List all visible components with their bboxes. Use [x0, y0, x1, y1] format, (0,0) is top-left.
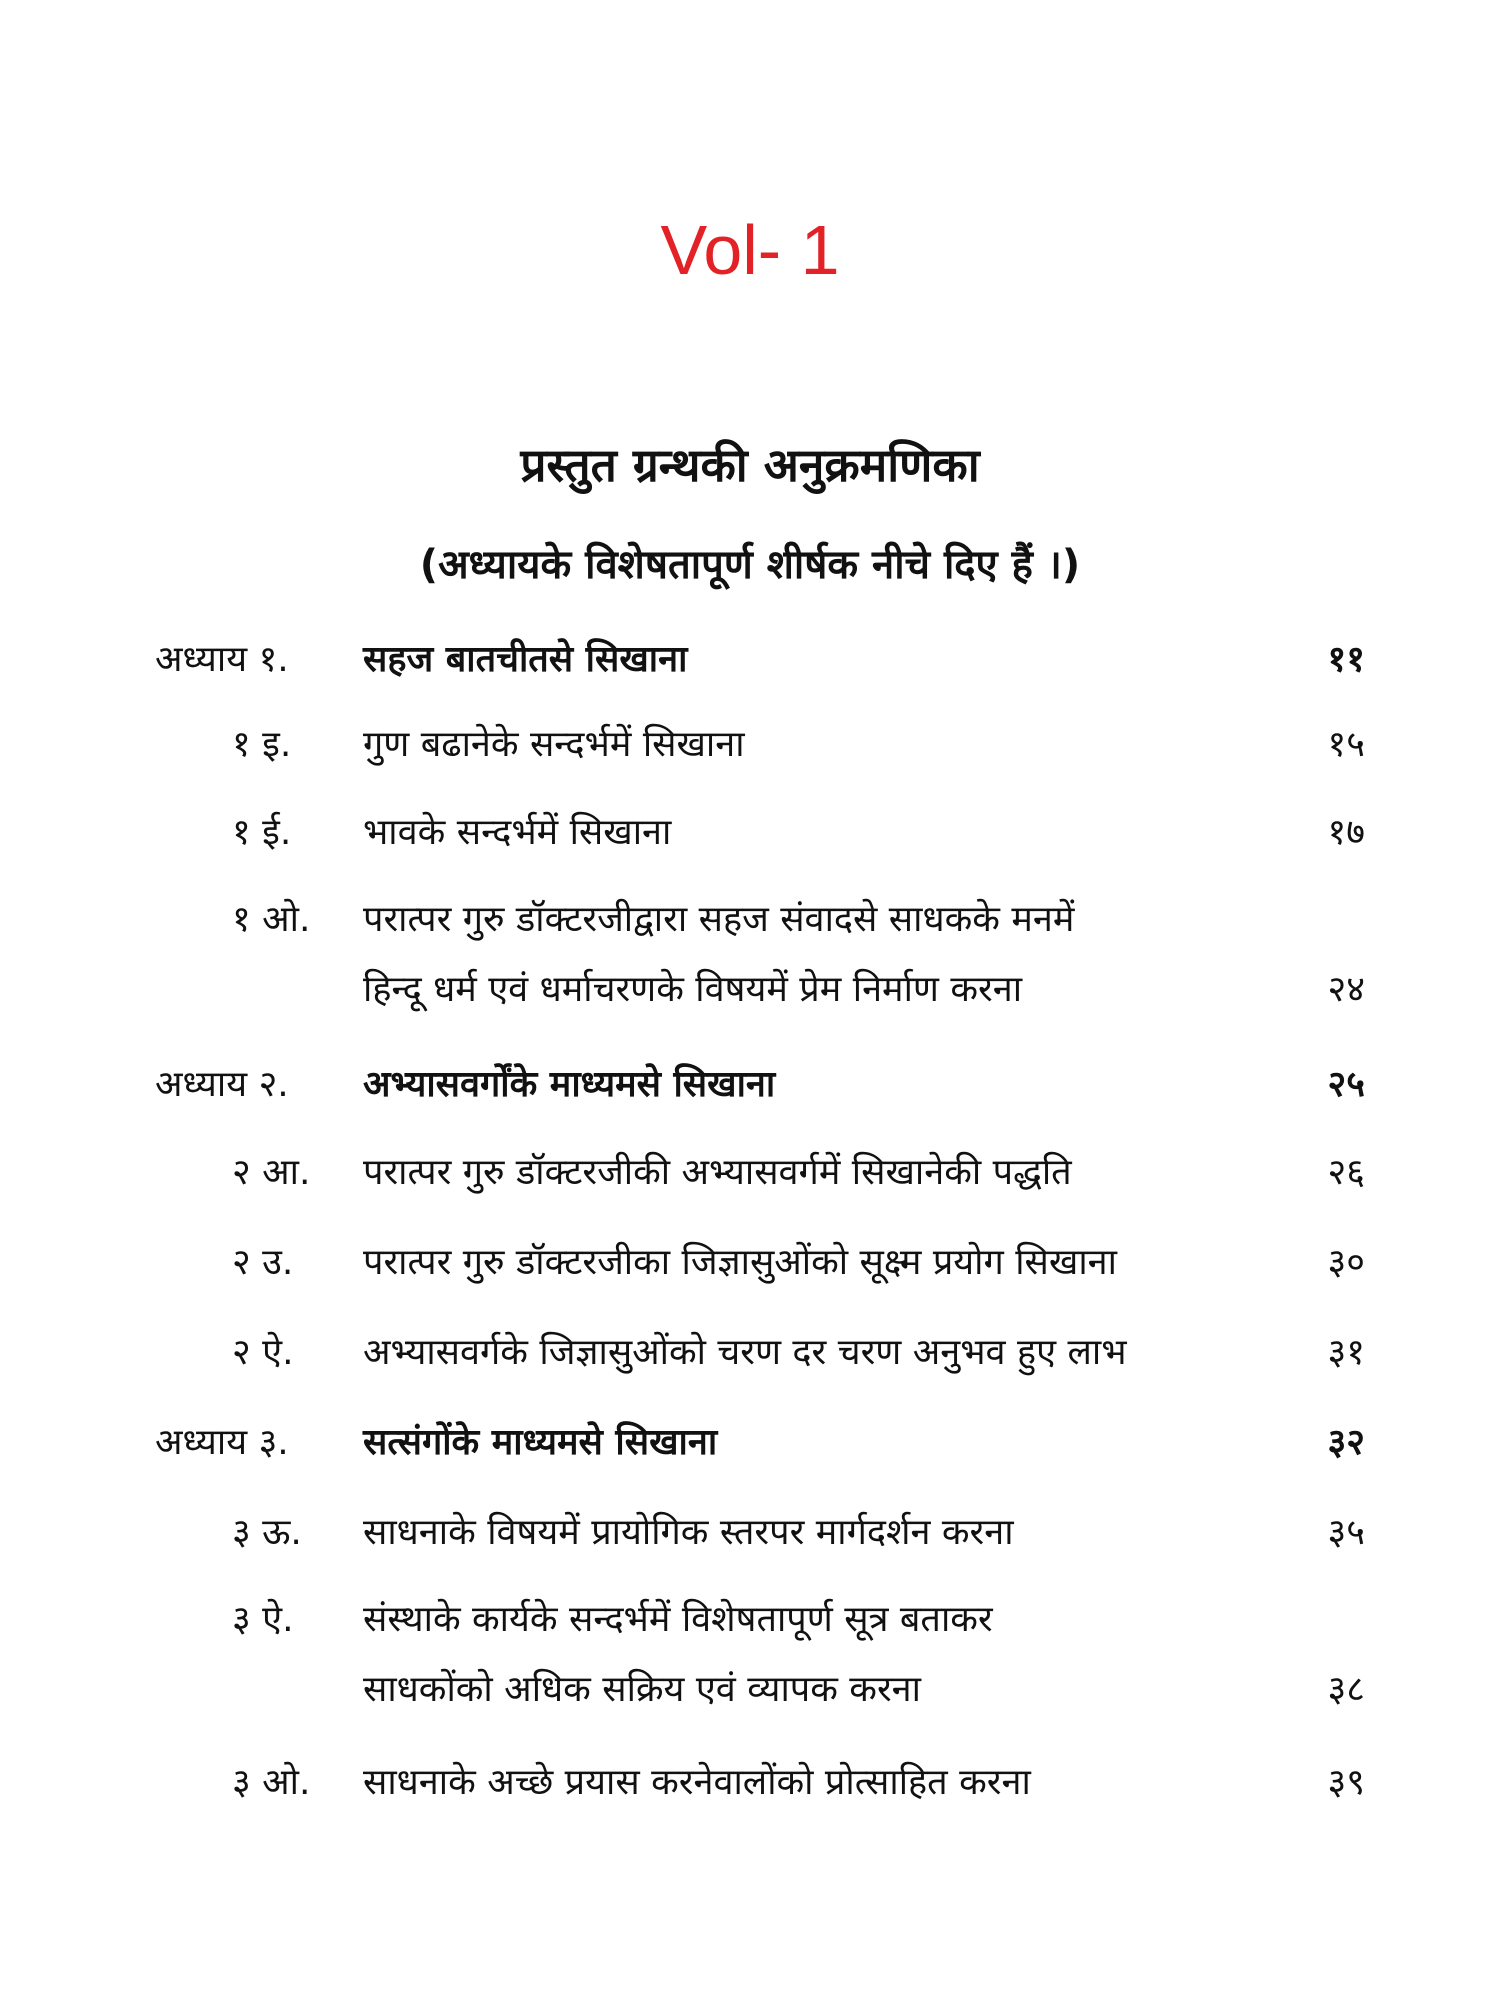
toc-entry-title-line: साधकोंको अधिक सक्रिय एवं व्यापक करना — [363, 1669, 921, 1710]
toc-entry-title-line: परात्पर गुरु डॉक्टरजीद्वारा सहज संवादसे साधकके मनमें — [363, 899, 1075, 940]
toc-entry-title-line: संस्थाके कार्यके सन्दर्भमें विशेषतापूर्ण सूत्र बताकर — [363, 1599, 993, 1640]
toc-entry-title — [363, 625, 687, 695]
toc-entry-page: ११ — [1327, 639, 1365, 680]
toc-entry-title-line: साधनाके अच्छे प्रयास करनेवालोंको प्रोत्साहित करना — [363, 1762, 1031, 1803]
toc-entry-page: १७ — [1327, 812, 1365, 853]
toc-entry-page: २६ — [1327, 1152, 1365, 1193]
toc-entry-title — [363, 885, 1074, 1025]
toc-entry-title — [363, 1408, 717, 1478]
toc-entry-page: १५ — [1327, 724, 1365, 765]
toc-entry-title-line: सहज बातचीतसे सिखाना — [363, 639, 688, 680]
toc-subtitle: (अध्यायके विशेषतापूर्ण शीर्षक नीचे दिए हैं ।) — [419, 542, 1081, 588]
toc-entry-title — [363, 710, 745, 780]
toc-entry-title — [363, 1228, 1117, 1298]
toc-entry-label: १ ई. — [232, 812, 292, 853]
toc-entry-title — [363, 1585, 993, 1725]
toc-title: प्रस्तुत ग्रन्थकी अनुक्रमणिका — [520, 438, 980, 492]
toc-entry-title-line: साधनाके विषयमें प्रायोगिक स्तरपर मार्गदर्शन करना — [363, 1512, 1014, 1553]
toc-entry-title-line: गुण बढानेके सन्दर्भमें सिखाना — [363, 724, 745, 765]
toc-entry-title — [363, 1318, 1127, 1388]
toc-entry-page: ३९ — [1327, 1762, 1365, 1803]
toc-entry-title — [363, 1498, 1014, 1568]
toc-entry-label: ३ ऊ. — [232, 1512, 302, 1553]
toc-entry-label: ३ ऐ. — [232, 1599, 294, 1640]
toc-entry-label: १ इ. — [232, 724, 292, 765]
toc-entry-label: ३ ओ. — [232, 1762, 311, 1803]
toc-entry-title — [363, 798, 671, 868]
toc-entry-title-line: परात्पर गुरु डॉक्टरजीकी अभ्यासवर्गमें सिखानेकी पद्धति — [363, 1152, 1072, 1193]
toc-entry-page: ३१ — [1327, 1332, 1365, 1373]
toc-entry-title-line: भावके सन्दर्भमें सिखाना — [363, 812, 672, 853]
toc-entry-label: अध्याय २. — [155, 1064, 289, 1105]
toc-entry-page: ३० — [1327, 1242, 1365, 1283]
toc-entry-label: १ ओ. — [232, 899, 311, 940]
volume-label: Vol- 1 — [660, 211, 840, 289]
toc-entry-label: २ ऐ. — [232, 1332, 294, 1373]
toc-entry-title-line: अभ्यासवर्गके जिज्ञासुओंको चरण दर चरण अनुभव हुए लाभ — [363, 1332, 1127, 1373]
toc-entry-label: २ उ. — [232, 1242, 294, 1283]
toc-entry-title-line: परात्पर गुरु डॉक्टरजीका जिज्ञासुओंको सूक्ष्म प्रयोग सिखाना — [363, 1242, 1117, 1283]
toc-entry-title — [363, 1050, 775, 1120]
toc-entry-title — [363, 1748, 1031, 1818]
toc-entry-title — [363, 1138, 1072, 1208]
toc-entry-label: अध्याय १. — [155, 639, 289, 680]
toc-entry-page: ३२ — [1327, 1422, 1365, 1463]
toc-entry-page: ३८ — [1327, 1669, 1365, 1710]
toc-entry-label: अध्याय ३. — [155, 1422, 289, 1463]
toc-entry-label: २ आ. — [232, 1152, 311, 1193]
toc-entry-page: २४ — [1327, 969, 1365, 1010]
toc-entry-title-line: अभ्यासवर्गोंके माध्यमसे सिखाना — [363, 1064, 776, 1105]
toc-entry-title-line: हिन्दू धर्म एवं धर्माचरणके विषयमें प्रेम निर्माण करना — [363, 969, 1023, 1010]
toc-entry-title-line: सत्संगोंके माध्यमसे सिखाना — [363, 1422, 718, 1463]
toc-entry-page: ३५ — [1327, 1512, 1365, 1553]
toc-entry-page: २५ — [1327, 1064, 1365, 1105]
